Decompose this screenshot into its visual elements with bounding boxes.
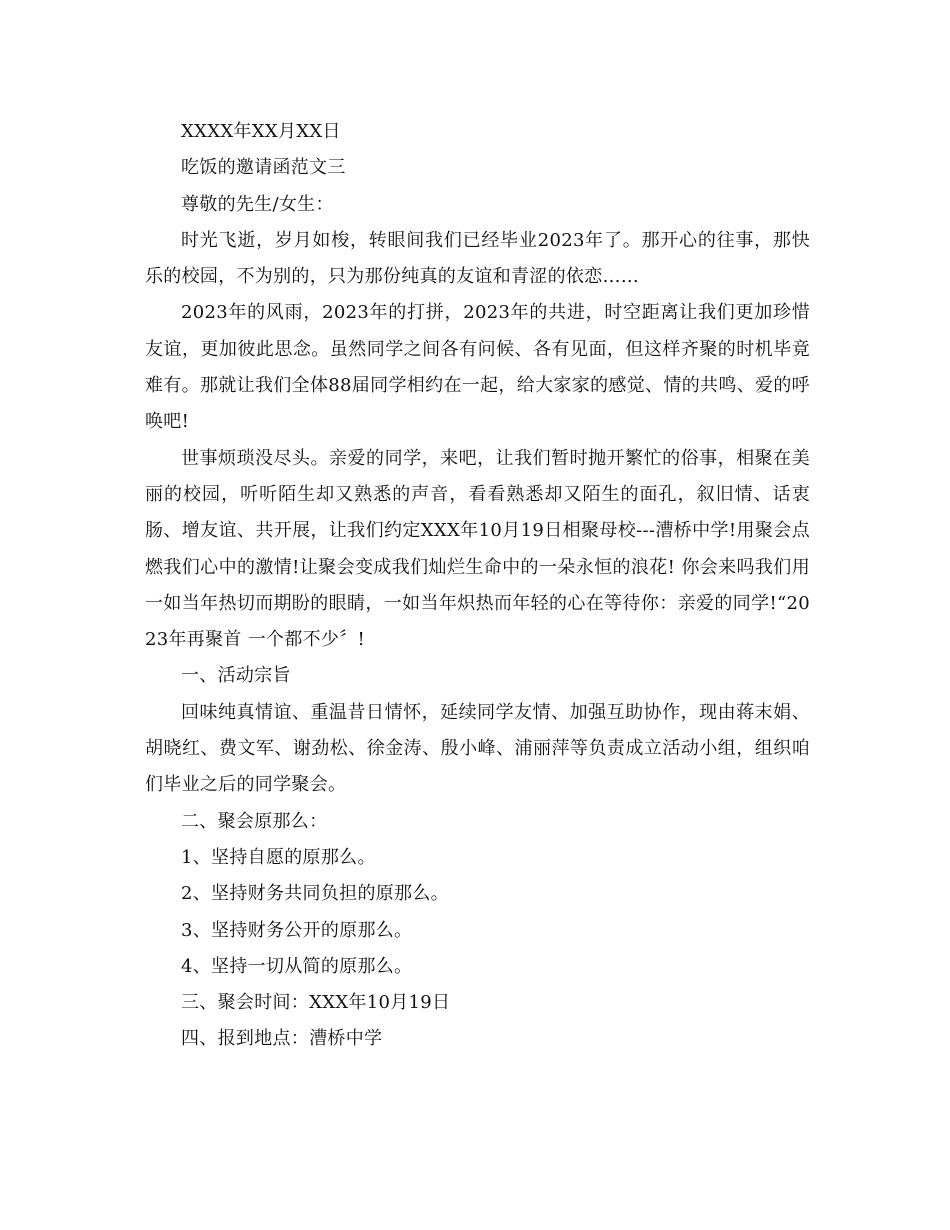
paragraph-invitation: 世事烦琐没尽头。亲爱的同学，来吧，让我们暂时抛开繁忙的俗事，相聚在美丽的校园，听听陌生却又熟悉的声音，看看熟悉却又陌生的面孔，叙旧情、话衷肠、增友谊、共开展，让我们约定XXX年10月19日相聚母校---漕桥中学!用聚会点燃我们心中的激情!让聚会变成我们灿烂生命中的一朵永恒的浪花! 你会来吗我们用一如当年热切而期盼的眼睛，一如当年炽热而年轻的心在等待你：亲爱的同学!“2023年再聚首 一个都不少〞!	[145, 447, 810, 651]
section-heading-principles: 二、聚会原那么：	[181, 810, 328, 832]
paragraph-intro: 时光飞逝，岁月如梭，转眼间我们已经毕业2023年了。那开心的往事，那快乐的校园，不为别的，只为那份纯真的友谊和青涩的依恋……	[145, 229, 810, 288]
document-title: 吃饭的邀请函范文三	[181, 157, 346, 179]
principle-item: 4、坚持一切从简的原那么。	[181, 955, 413, 977]
document-body	[145, 114, 810, 1058]
principle-item: 3、坚持财务公开的原那么。	[181, 919, 413, 941]
principle-item: 2、坚持财务共同负担的原那么。	[181, 883, 449, 905]
paragraph-purpose: 回味纯真情谊、重温昔日情怀，延续同学友情、加强互助协作，现由蒋末娟、胡晓红、费文军、谢劲松、徐金涛、殷小峰、浦丽萍等负责成立活动小组，组织咱们毕业之后的同学聚会。	[145, 701, 810, 796]
date-line: XXXX年XX月XX日	[181, 121, 341, 142]
principle-item: 1、坚持自愿的原那么。	[181, 846, 376, 868]
section-heading-time: 三、聚会时间：XXX年10月19日	[181, 992, 451, 1014]
section-heading-location: 四、报到地点：漕桥中学	[181, 1028, 383, 1050]
section-heading-purpose: 一、活动宗旨	[181, 665, 291, 687]
paragraph-friendship: 2023年的风雨，2023年的打拼，2023年的共进，时空距离让我们更加珍惜友谊，更加彼此思念。虽然同学之间各有问候、各有见面，但这样齐聚的时机毕竟难有。那就让我们全体88届同学相约在一起，给大家家的感觉、情的共鸣、爱的呼唤吧!	[145, 302, 810, 433]
salutation: 尊敬的先生/女生：	[181, 193, 334, 215]
